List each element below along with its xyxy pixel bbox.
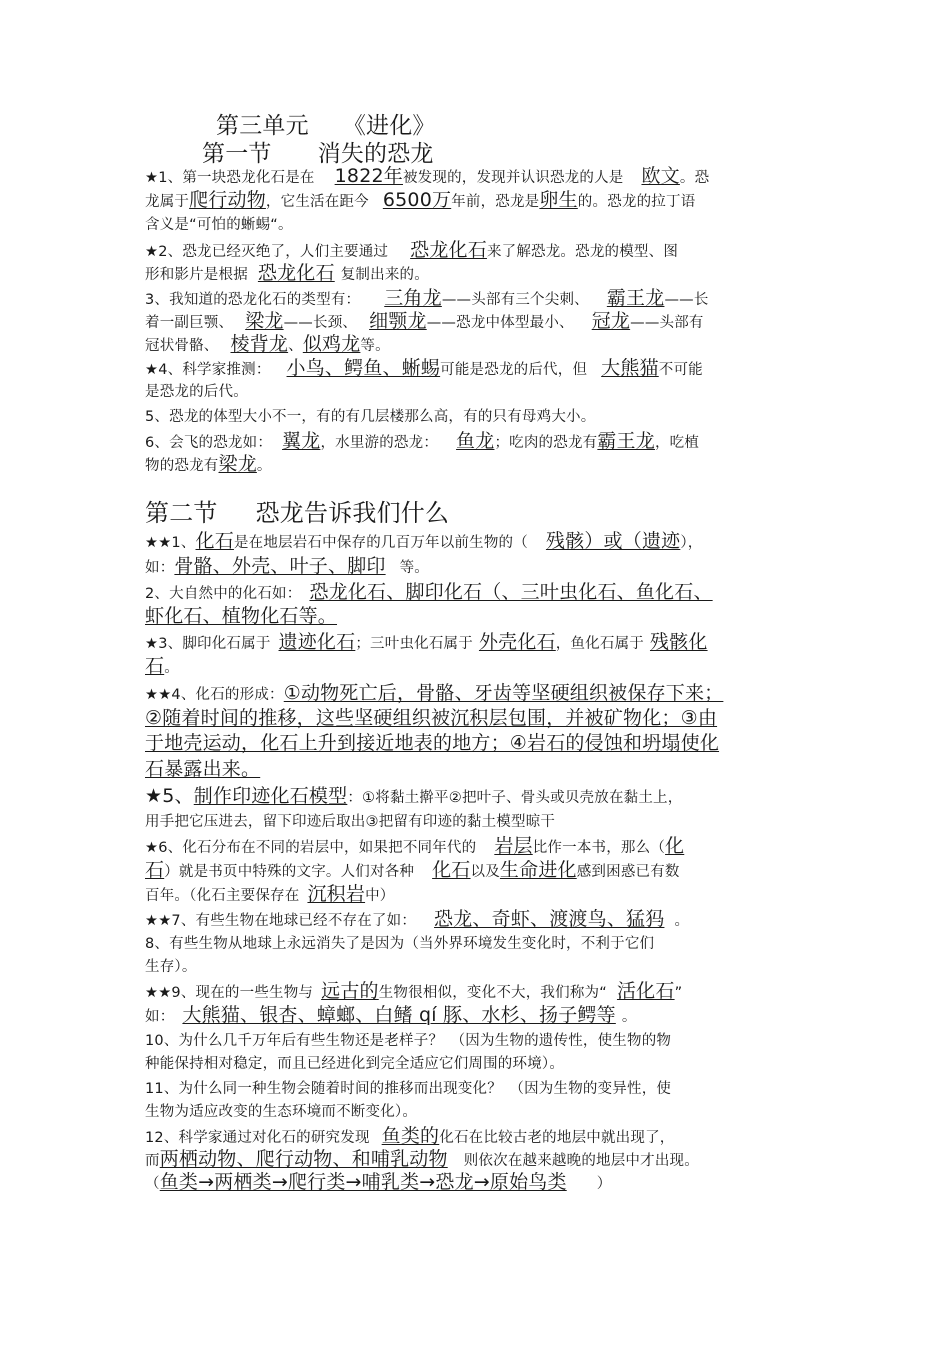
answer: 遗迹化石 xyxy=(278,631,356,653)
answer: 制作印迹化石模型 xyxy=(193,785,348,807)
answer: 鱼龙 xyxy=(456,430,495,452)
s2-q10-line2: 种能保持相对稳定，而且已经进化到完全适应它们周围的环境）。 xyxy=(145,1056,565,1072)
answer: 石 xyxy=(145,655,165,677)
q6-line2: 物的恐龙有梁龙。 xyxy=(145,453,272,475)
unit-name: 《进化》 xyxy=(342,113,436,139)
answer: 外壳化石 xyxy=(478,631,556,653)
s2-q11-line1: 11、为什么同一种生物会随着时间的推移而出现变化？ （因为生物的变异性，使 xyxy=(145,1081,672,1097)
answer: 远古的 xyxy=(321,980,379,1002)
answer: ①动物死亡后，骨骼、牙齿等坚硬组织被保存下来； xyxy=(283,682,724,704)
answer: 欧文 xyxy=(641,165,680,187)
s2-q3-line2: 石。 xyxy=(145,655,179,677)
s2-q5-line2: 用手把它压进去，留下印迹后取出③把留有印迹的黏土模型晾干 xyxy=(145,814,556,830)
answer: 梁龙 xyxy=(218,453,257,475)
answer: 卵生 xyxy=(539,189,578,211)
q1-line3: 含义是“可怕的蜥蜴“。 xyxy=(145,217,293,233)
answer: 霸王龙 xyxy=(597,430,655,452)
section-label: 第一节 xyxy=(202,141,272,167)
answer: 似鸡龙 xyxy=(302,333,361,355)
s2-q12-line3: （鱼类→两栖类→爬行类→哺乳类→恐龙→原始鸟类 ） xyxy=(145,1171,612,1193)
s2-q11-line2: 生物为适应改变的生态环境而不断变化）。 xyxy=(145,1104,418,1120)
answer: 残骸）或（遗迹 xyxy=(545,530,681,552)
q4-line1: ★4、科学家推测： 小鸟、鳄鱼、蜥蜴可能是恐龙的后代，但 大熊猫不可能 xyxy=(145,357,703,379)
answer: 虾化石、植物化石等。 xyxy=(145,605,338,627)
unit-label: 第三单元 xyxy=(216,113,309,139)
answer: 骨骼、外壳、叶子、脚印 xyxy=(174,555,386,577)
q3-line3: 冠状骨骼、 棱背龙、似鸡龙等。 xyxy=(145,333,390,355)
answer: 于地壳运动，化石上升到接近地表的地方；④岩石的侵蚀和坍塌使化 xyxy=(145,732,720,754)
unit-title xyxy=(216,112,436,140)
answer: 爬行动物 xyxy=(189,189,266,211)
answer: 生命进化 xyxy=(499,859,577,881)
answer: 大熊猫、银杏、蟑螂、白鳍 qí 豚、水杉、扬子鳄等 xyxy=(182,1004,616,1026)
q2-line1: ★2、恐龙已经灭绝了，人们主要通过 恐龙化石来了解恐龙。恐龙的模型、图 xyxy=(145,239,679,261)
s2-q9-line2: 如： 大熊猫、银杏、蟑螂、白鳍 qí 豚、水杉、扬子鳄等 。 xyxy=(145,1004,637,1026)
answer: 化 xyxy=(665,835,685,857)
s2-q9-line1: ★★9、现在的一些生物与 远古的生物很相似，变化不大，我们称为“ 活化石” xyxy=(145,980,683,1002)
answer: 鱼类的 xyxy=(381,1125,440,1147)
answer: 化石 xyxy=(195,530,234,552)
q5-line1: 5、恐龙的体型大小不一，有的有几层楼那么高，有的只有母鸡大小。 xyxy=(145,409,596,425)
answer: 恐龙、奇虾、渡渡鸟、猛犸 xyxy=(434,908,665,930)
s2-q6-line3: 百年。（化石主要保存在 沉积岩中） xyxy=(145,883,395,905)
q4-line2: 是恐龙的后代。 xyxy=(145,384,248,400)
section-name: 恐龙告诉我们什么 xyxy=(255,499,450,527)
answer: 冠龙 xyxy=(591,310,631,332)
answer: 恐龙化石 xyxy=(257,262,335,284)
answer: 翼龙 xyxy=(282,430,321,452)
q3-line1: 3、我知道的恐龙化石的类型有： 三角龙——头部有三个尖刺、 霸王龙——长 xyxy=(145,287,709,309)
s2-q8-line2: 生存）。 xyxy=(145,959,197,975)
answer: 残骸化 xyxy=(649,631,708,653)
answer: 石暴露出来。 xyxy=(145,758,261,780)
section-two-title xyxy=(145,498,449,528)
q2-line2: 形和影片是根据 恐龙化石 复制出来的。 xyxy=(145,262,429,284)
s2-q7-line1: ★★7、有些生物在地球已经不存在了如： 恐龙、奇虾、渡渡鸟、猛犸 。 xyxy=(145,908,690,930)
answer: 6500万 xyxy=(382,189,452,211)
q1-line1: ★1、第一块恐龙化石是在 1822年被发现的，发现并认识恐龙的人是 欧文。恐 xyxy=(145,165,710,187)
s2-q2-line2 xyxy=(145,606,337,628)
section-label: 第二节 xyxy=(145,499,218,527)
s2-q4-line2 xyxy=(145,708,717,730)
s2-q8-line1: 8、有些生物从地球上永远消失了是因为（当外界环境发生变化时，不利于它们 xyxy=(145,936,655,952)
s2-q12-line1: 12、科学家通过对化石的研究发现 鱼类的化石在比较古老的地层中就出现了， xyxy=(145,1125,675,1147)
section-one-title xyxy=(202,140,434,168)
q3-line2: 着一副巨颚、 梁龙——长颈、 细颚龙——恐龙中体型最小、 冠龙——头部有 xyxy=(145,310,704,332)
s2-q2-line1: 2、大自然中的化石如： 恐龙化石、脚印化石（、三叶虫化石、鱼化石、 xyxy=(145,581,713,603)
answer: 梁龙 xyxy=(245,310,284,332)
answer: 三角龙 xyxy=(384,287,442,309)
s2-q12-line2: 而两栖动物、爬行动物、和哺乳动物 则依次在越来越晚的地层中才出现。 xyxy=(145,1148,699,1170)
answer: 霸王龙 xyxy=(606,287,665,309)
answer: 沉积岩 xyxy=(307,883,366,905)
answer: 恐龙化石 xyxy=(410,239,487,261)
answer: 恐龙化石、脚印化石（、三叶虫化石、鱼化石、 xyxy=(309,581,713,603)
q6-line1: 6、会飞的恐龙如： 翼龙，水里游的恐龙： 鱼龙；吃肉的恐龙有霸王龙，吃植 xyxy=(145,430,700,452)
s2-q6-line2: 石）就是书页中特殊的文字。人们对各种 化石以及生命进化感到困惑已有数 xyxy=(145,859,680,881)
answer: 石 xyxy=(145,859,165,881)
answer: 活化石 xyxy=(616,980,675,1002)
answer: 细颚龙 xyxy=(369,310,427,332)
answer: 1822年 xyxy=(334,165,403,187)
s2-q6-line1: ★6、化石分布在不同的岩层中，如果把不同年代的 岩层比作一本书，那么（化 xyxy=(145,835,685,857)
answer: 棱背龙 xyxy=(230,333,289,355)
s2-q4-line1: ★★4、化石的形成：①动物死亡后，骨骼、牙齿等坚硬组织被保存下来； xyxy=(145,682,724,704)
answer: 小鸟、鳄鱼、蜥蜴 xyxy=(286,357,441,379)
s2-q3-line1: ★3、脚印化石属于 遗迹化石；三叶虫化石属于 外壳化石，鱼化石属于 残骸化 xyxy=(145,631,708,653)
s2-q1-line1: ★★1、化石是在地层岩石中保存的几百万年以前生物的（ 残骸）或（遗迹）， xyxy=(145,530,703,552)
s2-q1-line2: 如：骨骼、外壳、叶子、脚印 等。 xyxy=(145,555,430,577)
section-name: 消失的恐龙 xyxy=(317,141,434,167)
answer: 岩层 xyxy=(494,835,533,857)
answer: 化石 xyxy=(432,859,471,881)
s2-q10-line1: 10、为什么几千万年后有些生物还是老样子？ （因为生物的遗传性，使生物的物 xyxy=(145,1033,672,1049)
s2-q4-line3 xyxy=(145,733,719,755)
answer: 鱼类→两栖类→爬行类→哺乳类→恐龙→原始鸟类 xyxy=(159,1171,567,1193)
answer: ②随着时间的推移，这些坚硬组织被沉积层包围，并被矿物化；③由 xyxy=(145,707,718,729)
s2-q5-line1: ★5、制作印迹化石模型：①将黏土擀平②把叶子、骨头或贝壳放在黏土上， xyxy=(145,785,683,807)
s2-q4-line4 xyxy=(145,759,260,781)
answer: 大熊猫 xyxy=(601,357,659,379)
q1-line2: 龙属于爬行动物，它生活在距今 6500万年前，恐龙是卵生的。恐龙的拉丁语 xyxy=(145,189,696,211)
answer: 两栖动物、爬行动物、和哺乳动物 xyxy=(159,1148,448,1170)
